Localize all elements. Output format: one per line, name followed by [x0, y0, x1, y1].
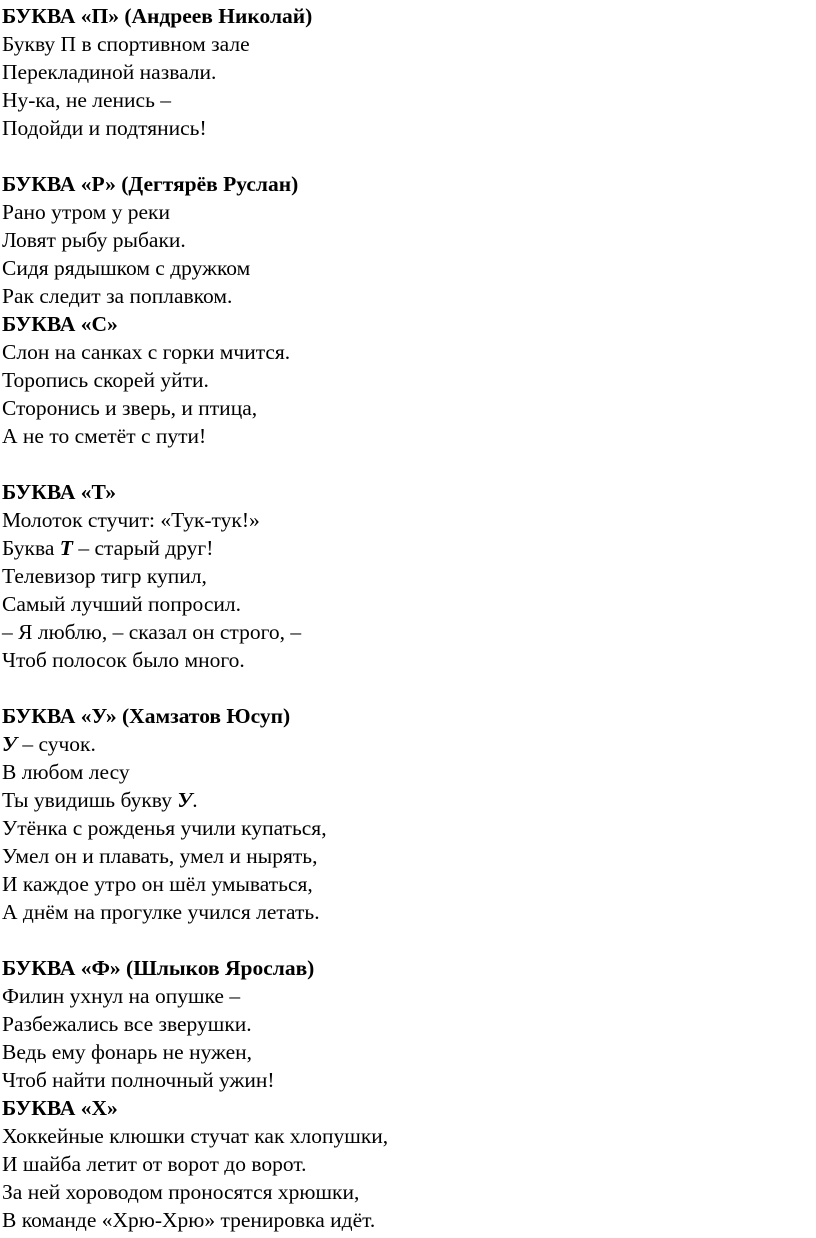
poem-line: Самый лучший попросил.	[2, 592, 241, 616]
section-heading-s: БУКВА «С»	[2, 312, 118, 336]
section-heading-r: БУКВА «Р» (Дегтярёв Руслан)	[2, 172, 299, 196]
emphasized-letter: Т	[59, 536, 73, 560]
poem-line: Чтоб полосок было много.	[2, 648, 245, 672]
poem-line: И шайба летит от ворот до ворот.	[2, 1152, 307, 1176]
poem-line: Чтоб найти полночный ужин!	[2, 1068, 275, 1092]
poem-line	[2, 534, 213, 562]
poem-line: Сторонись и зверь, и птица,	[2, 396, 258, 420]
section-heading-p: БУКВА «П» (Андреев Николай)	[2, 4, 313, 28]
poem-text: .	[192, 788, 198, 812]
poem-line: Сидя рядышком с дружком	[2, 256, 251, 280]
poem-line: Ловят рыбу рыбаки.	[2, 228, 186, 252]
section-heading-t: БУКВА «Т»	[2, 480, 116, 504]
poem-line: В любом лесу	[2, 760, 130, 784]
emphasized-letter: У	[2, 732, 17, 756]
poem-line: И каждое утро он шёл умываться,	[2, 872, 313, 896]
poem-line: Хоккейные клюшки стучат как хлопушки,	[2, 1124, 389, 1148]
poem-line: Слон на санках с горки мчится.	[2, 340, 291, 364]
section-heading-f: БУКВА «Ф» (Шлыков Ярослав)	[2, 956, 315, 980]
poem-line	[2, 730, 96, 758]
poem-line: Молоток стучит: «Тук-тук!»	[2, 508, 260, 532]
poem-line: Ведь ему фонарь не нужен,	[2, 1040, 253, 1064]
poem-text: Буква	[2, 536, 60, 560]
poem-line: За ней хороводом проносятся хрюшки,	[2, 1180, 360, 1204]
poem-line: А не то сметёт с пути!	[2, 424, 207, 448]
poem-line: Рано утром у реки	[2, 200, 170, 224]
poem-text: – сучок.	[16, 732, 96, 756]
poem-line: Ну-ка, не ленись –	[2, 88, 172, 112]
poem-line: А днём на прогулке учился летать.	[2, 900, 320, 924]
poem-line: Филин ухнул на опушке –	[2, 984, 241, 1008]
poem-line: Букву П в спортивном зале	[2, 32, 250, 56]
poem-line	[2, 786, 198, 814]
poem-line: Утёнка с рожденья учили купаться,	[2, 816, 327, 840]
poem-line: – Я люблю, – сказал он строго, –	[2, 620, 302, 644]
poem-line: Торопись скорей уйти.	[2, 368, 209, 392]
poem-line: В команде «Хрю-Хрю» тренировка идёт.	[2, 1208, 376, 1232]
section-heading-u: БУКВА «У» (Хамзатов Юсуп)	[2, 704, 291, 728]
poem-line: Умел он и плавать, умел и нырять,	[2, 844, 318, 868]
poem-text: Ты увидишь букву	[2, 788, 178, 812]
poem-line: Телевизор тигр купил,	[2, 564, 207, 588]
section-heading-kh: БУКВА «Х»	[2, 1096, 118, 1120]
poem-line: Разбежались все зверушки.	[2, 1012, 252, 1036]
emphasized-letter: У	[177, 788, 193, 812]
poem-line: Рак следит за поплавком.	[2, 284, 233, 308]
poem-line: Подойди и подтянись!	[2, 116, 207, 140]
poem-line: Перекладиной назвали.	[2, 60, 217, 84]
poem-text: – старый друг!	[72, 536, 214, 560]
